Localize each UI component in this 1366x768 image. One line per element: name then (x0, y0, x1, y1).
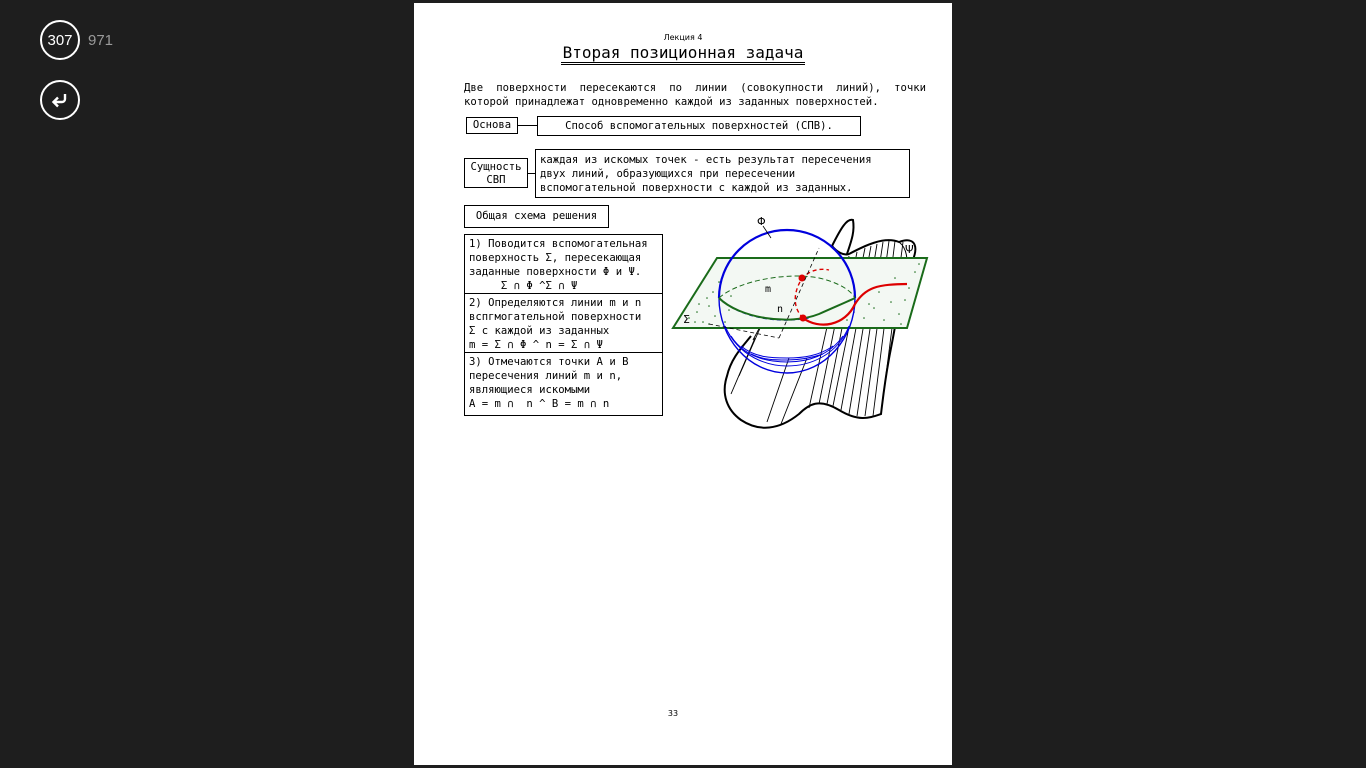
step-2-line4: m = Σ ∩ Φ ^ n = Σ ∩ Ψ (469, 339, 603, 351)
label-m: m (765, 284, 772, 295)
label-sigma: Σ (683, 313, 690, 326)
essence-connector (528, 173, 535, 174)
page-counter (40, 20, 113, 60)
current-page-button[interactable]: 307 (40, 20, 80, 60)
step-1-line3: заданные поверхности Φ и Ψ. (469, 266, 642, 278)
step-3-line1: 3) Отмечаются точки А и В (469, 356, 629, 368)
document-page (414, 3, 952, 765)
step-3-line3: являющиеся искомыми (469, 384, 591, 396)
back-button[interactable] (40, 80, 80, 120)
step-2-line3: Σ с каждой из заданных (469, 325, 610, 337)
scheme-label-box (464, 205, 609, 228)
step-box-1 (464, 234, 663, 294)
basis-text-box (537, 116, 861, 136)
intro-paragraph: Две поверхности пересекаются по линии (совокупности линий), точки которой принадлежат одновременно каждой из заданных поверхностей. (464, 82, 926, 108)
page-title (414, 43, 952, 62)
scheme-label: Общая схема решения (475, 210, 598, 222)
step-3-line4: A = m ∩ n ^ B = m ∩ n (469, 398, 610, 410)
step-box-3 (464, 352, 663, 416)
page-number: 33 (667, 709, 679, 718)
intersection-figure (669, 208, 934, 438)
essence-text-box (535, 149, 910, 198)
return-arrow-icon (49, 89, 71, 111)
label-phi: Φ (757, 215, 766, 228)
essence-label-line2: СВП (486, 174, 506, 186)
label-psi: Ψ (905, 243, 914, 256)
essence-label-line1: Сущность (470, 161, 522, 173)
lecture-header: Лекция 4 (663, 33, 703, 42)
essence-text-line1: каждая из искомых точек - есть результат пересечения (540, 154, 872, 166)
essence-label-box (464, 158, 528, 188)
basis-label: Основа (472, 119, 512, 131)
total-pages: 971 (88, 31, 114, 49)
essence-text-line2: двух линий, образующихся при пересечении (540, 168, 796, 180)
step-1-line2: поверхность Σ, пересекающая (469, 252, 642, 264)
step-1-line4: Σ ∩ Φ ^Σ ∩ Ψ (469, 280, 578, 292)
basis-label-box (466, 117, 518, 134)
step-3-line2: пересечения линий m и n, (469, 370, 623, 382)
essence-text-line3: вспомогательной поверхности с каждой из заданных. (540, 182, 853, 194)
point-A (800, 315, 806, 321)
basis-connector (518, 125, 537, 126)
step-2-line2: вспгмогательной поверхности (469, 311, 642, 323)
step-1-line1: 1) Поводится вспомогательная (469, 238, 648, 250)
basis-text: Способ вспомогательных поверхностей (СПВ). (565, 120, 833, 132)
point-B (799, 275, 805, 281)
title-text: Вторая позиционная задача (561, 43, 806, 65)
step-2-line1: 2) Определяются линии m и n (469, 297, 642, 309)
label-n: n (777, 304, 784, 315)
step-box-2 (464, 293, 663, 353)
